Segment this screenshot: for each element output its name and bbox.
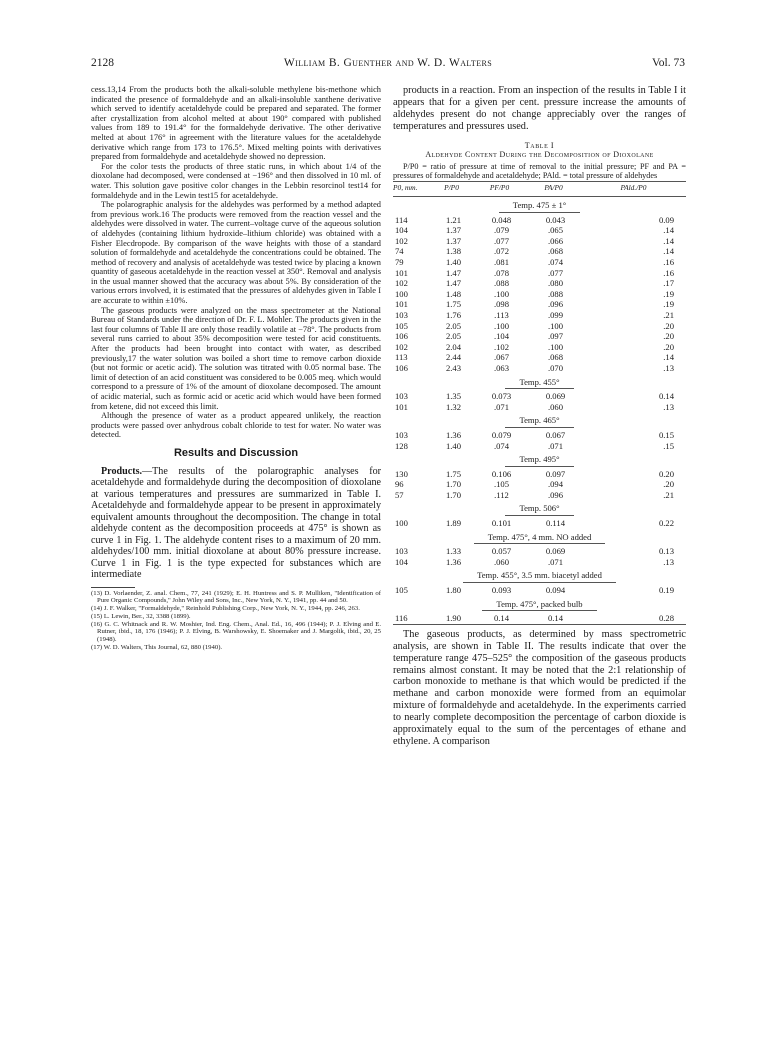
- footnote-14: (14) J. F. Walker, "Formaldehyde," Reinhold Publishing Corp., New York, N. Y., 1944, pp. 246, 263.: [91, 605, 360, 613]
- volume-label: Vol. 73: [651, 57, 685, 69]
- table-row: [393, 469, 686, 480]
- paragraph-derivatives: cess.13,14 From the products both the alkali-soluble methylene bis-methone which indicated the presence of formaldehyde and an alkali-insoluble xanthene derivative which served to identify acetaldehyde could be prepared and separated. The former after crystallization from alcohol melted at about 190° compared with published values from 189 to 191.4° for the formaldehyde derivative. The other derivative melted at about 176° in agreement with the literature values for the acetaldehyde derivative which range from 173 to 176.5°. Mixed melting points with derivatives prepared from formaldehyde and acetaldehyde showed no depression.: [91, 85, 381, 162]
- table-cell: 103: [395, 546, 408, 557]
- table-row: [393, 585, 686, 596]
- table-cell: 1.75: [445, 299, 462, 310]
- table-cell: .112: [494, 489, 509, 500]
- table-row: [393, 490, 686, 501]
- table-cell: .081: [493, 257, 510, 267]
- paragraph-water-test: Although the presence of water as a product appeared unlikely, the reaction products were passed over anhydrous cobalt chloride to test for water. No water was detected.: [91, 411, 381, 440]
- section-heading: Results and Discussion: [173, 446, 299, 459]
- table-cell: 1.37: [445, 225, 462, 236]
- table-cell: .060: [493, 556, 510, 567]
- table-cell: 2.05: [445, 320, 462, 331]
- table-cell: 1.80: [445, 585, 462, 596]
- products-text: —The results of the polarographic analyses for acetaldehyde and formaldehyde during the decomposition of dioxolane at various temperatures and pressures are summarized in Table I. Acetaldehyde and formaldehyde appear to be present in approximately equivalent amounts throughout the decomposition. The change in total aldehyde content as the decomposition proceeds at 475° is shown as curve 1 in Fig. 1. The aldehyde content rises to a maximum of 20 mm. aldehydes/100 mm. initial dioxolane at about 80% pressure increase. Curve 1 in Fig. 1 is the type expected for substances which are intermediate: [91, 465, 381, 581]
- table-cell: .074: [547, 257, 564, 267]
- paragraph-mass-spectrometer: The gaseous products were analyzed on the mass spectrometer at the National Bureau of Standards under the direction of Dr. F. L. Mohler. The products given in the last four columns of Table II are only those readily volatile at −78°. The products from several runs carried to about 35% decomposition were tested for acid constituents. After the products had been brought into contact with water, as described previously,17 the water solution was boiled a short time to remove carbon dioxide (but not formic or acetic acid). The solution was titrated with 0.05 normal base. The limit of detection of an acid constituent was considered to be 0.005 meq. which would correspond to a pressure of 1% of the amount of dioxolane decomposed. The amount of acidic material, such as formic acid or acetic acid which would have been formed from ketene, did not exceed this limit.: [91, 305, 381, 411]
- group-label: Temp. 475 ± 1°: [499, 200, 580, 213]
- group-label: Temp. 475°, packed bulb: [482, 599, 596, 612]
- paragraph-color-tests: For the color tests the products of three static runs, in which about 1/4 of the dioxolane had decomposed, were condensed at −196° and then dissolved in 10 ml. of water. This solution gave positive color changes in the Lebbin resorcinol test14 for formaldehyde and in the Lewin test15 for acetaldehyde.: [91, 161, 381, 200]
- table-group-header: [393, 412, 686, 430]
- table-cell: .071: [493, 401, 510, 412]
- table-row: [393, 342, 686, 353]
- table-cell: 0.067: [545, 429, 566, 440]
- table-cell: 0.14: [547, 613, 564, 624]
- table-cell: .063: [493, 362, 510, 373]
- table-cell: 1.47: [445, 267, 462, 278]
- paragraph-products: [91, 466, 381, 581]
- right-column: [393, 85, 686, 748]
- table-cell: .065: [547, 225, 564, 236]
- table-header: [393, 182, 686, 196]
- table-cell: .19: [663, 299, 674, 310]
- table-cell: .14: [663, 225, 674, 236]
- table-cell: 1.36: [445, 556, 462, 567]
- table-cell: .060: [547, 401, 564, 412]
- table-row: [393, 278, 686, 289]
- table-row: [393, 268, 686, 279]
- table-cell: 2.44: [445, 352, 462, 363]
- table-cell: 0.079: [491, 429, 512, 440]
- table-row: [393, 430, 686, 441]
- table-cell: 104: [395, 225, 408, 236]
- table-cell: 0.094: [545, 585, 566, 596]
- table-cell: 0.114: [545, 518, 566, 529]
- table-cell: .14: [663, 352, 674, 363]
- table-cell: 0.13: [658, 546, 674, 557]
- group-label: Temp. 495°: [505, 454, 573, 467]
- table-cell: 106: [395, 331, 408, 342]
- table-cell: .078: [493, 267, 510, 278]
- products-lead: Products.: [101, 465, 143, 477]
- table-row: [393, 363, 686, 374]
- running-header: [91, 57, 685, 71]
- table-cell: .094: [547, 479, 564, 490]
- table-cell: 0.073: [491, 391, 512, 402]
- left-column: [91, 85, 381, 652]
- table-cell: 1.70: [445, 479, 462, 490]
- table-cell: 0.14: [658, 391, 674, 402]
- page-number: 2128: [91, 57, 114, 69]
- table-row: [393, 479, 686, 490]
- table-cell: 0.093: [491, 585, 512, 596]
- table-cell: .072: [493, 246, 510, 257]
- table-row: [393, 391, 686, 402]
- paragraph-inspection: products in a reaction. From an inspection of the results in Table I it appears that for a given per cent. pressure increase the amounts of aldehydes present do not change appreciably over the ranges of temperatures and pressures used.: [393, 85, 686, 132]
- table-cell: 1.48: [445, 288, 462, 299]
- table-cell: .071: [547, 440, 564, 451]
- table-cell: 1.47: [445, 278, 462, 289]
- running-title: William B. Guenther and W. D. Walters: [283, 57, 493, 69]
- table-cell: 104: [395, 556, 408, 567]
- table-cell: 1.38: [445, 246, 462, 257]
- table-cell: .14: [663, 235, 674, 246]
- table-cell: 102: [395, 278, 408, 289]
- footnote-15: (15) L. Lewin, Ber., 32, 3388 (1899).: [91, 612, 191, 620]
- table-cell: 103: [395, 391, 408, 402]
- table-cell: 130: [395, 468, 408, 479]
- table-cell: .096: [547, 489, 564, 500]
- group-label: Temp. 465°: [505, 415, 573, 428]
- table-cell: 0.101: [491, 518, 512, 529]
- table-cell: 1.90: [445, 613, 462, 624]
- table-cell: 0.069: [545, 391, 566, 402]
- table-row: [393, 402, 686, 413]
- table-row: [393, 613, 686, 624]
- table-cell: .105: [493, 479, 510, 490]
- header-pald-ratio: PAld./P0: [620, 183, 647, 193]
- table-cell: .099: [547, 309, 564, 320]
- table-cell: 74: [395, 246, 404, 257]
- table-cell: 1.76: [445, 309, 462, 320]
- table-cell: .17: [663, 278, 674, 289]
- table-cell: .088: [493, 278, 510, 289]
- table-title: Aldehyde Content During the Decomposition of Dioxolane: [425, 149, 654, 159]
- table-cell: 79: [395, 257, 404, 267]
- table-cell: 1.89: [445, 518, 462, 529]
- table-cell: .068: [547, 352, 564, 363]
- table-cell: 128: [395, 440, 408, 451]
- table-cell: 1.75: [445, 468, 462, 479]
- footnote-13: (13) D. Vorlaender, Z. anal. Chem., 77, 241 (1929); E. H. Huntress and S. P. Mulliken, "Identification of Pure Organic Compounds," John Wiley and Sons, Inc., New York, N. Y., 1941, pp. 44 and 50.: [91, 589, 381, 605]
- table-cell: .21: [663, 489, 674, 500]
- table-cell: 101: [395, 401, 408, 412]
- paragraph-gaseous-products: The gaseous products, as determined by mass spectrometric analysis, are shown in Table II. The results indicate that over the temperature range 475–525° the composition of the gaseous products remains almost constant. It may be noted that the 2:1 relationship of carbon monoxide to methane is that which would be predicted if the methane and carbon monoxide were formed from an equimolar mixture of formaldehyde and acetaldehyde. In the experiments carried to nearly complete decomposition the percentage of carbon dioxide is approximately equal to the sum of the percentages of ethane and ethylene. A comparison: [393, 628, 686, 747]
- table-cell: .071: [547, 556, 564, 567]
- table-cell: .077: [493, 235, 510, 246]
- table-cell: .102: [493, 341, 510, 352]
- table-cell: 0.15: [658, 429, 674, 440]
- table-cell: .16: [663, 267, 674, 278]
- table-header-rules: [393, 181, 686, 197]
- table-cell: 0.19: [658, 585, 674, 596]
- table-cell: .20: [663, 341, 674, 352]
- table-cell: 116: [395, 613, 408, 624]
- table-cell: .079: [493, 225, 510, 236]
- table-row: [393, 257, 686, 268]
- table-cell: 0.14: [493, 613, 510, 624]
- table-row: [393, 215, 686, 226]
- table-cell: .074: [493, 440, 510, 451]
- table-cell: 57: [395, 489, 404, 500]
- footnotes: [91, 587, 381, 652]
- table-description: P/P0 = ratio of pressure at time of removal to the initial pressure; PF and PA = pressures of formaldehyde and acetaldehyde; PAld. = total pressure of aldehydes: [393, 161, 686, 181]
- table-row: [393, 441, 686, 452]
- table-cell: .088: [547, 288, 564, 299]
- table-cell: 2.04: [445, 341, 462, 352]
- table-cell: 0.20: [658, 468, 674, 479]
- table-cell: 2.05: [445, 331, 462, 342]
- table-cell: .100: [493, 288, 510, 299]
- table-cell: 102: [395, 235, 408, 246]
- table-cell: 0.28: [658, 613, 674, 624]
- table-cell: 0.09: [658, 214, 674, 225]
- group-label: Temp. 506°: [505, 503, 573, 516]
- table-row: [393, 246, 686, 257]
- table-cell: .100: [547, 320, 564, 331]
- footnote-16: (16) G. C. Whitnack and R. W. Moshier, Ind. Eng. Chem., Anal. Ed., 16, 496 (1944); P. J. Elving and E. Rutner, ibid., 18, 176 (1946); P. J. Elving, B. Warshowsky, E. Shoemaker and J. Margolik, ibid., 20, 25 (1948).: [91, 620, 381, 644]
- table-row: [393, 352, 686, 363]
- table-group-header: [393, 596, 686, 614]
- table-cell: 0.106: [491, 468, 512, 479]
- table-cell: .068: [547, 246, 564, 257]
- table-cell: 113: [395, 352, 408, 363]
- table-cell: 106: [395, 362, 408, 373]
- table-cell: 0.043: [545, 214, 566, 225]
- group-label: Temp. 455°: [505, 377, 573, 390]
- group-label: Temp. 475°, 4 mm. NO added: [474, 532, 606, 545]
- table-caption: Table I: [524, 140, 555, 150]
- table-cell: .098: [493, 299, 510, 310]
- table-row: [393, 518, 686, 529]
- table-row: [393, 289, 686, 300]
- footnote-17: (17) W. D. Walters, This Journal, 62, 880 (1940).: [91, 644, 223, 652]
- table-cell: 101: [395, 299, 408, 310]
- table-cell: 0.097: [545, 468, 566, 479]
- table-cell: 103: [395, 429, 408, 440]
- table-cell: 1.36: [445, 429, 462, 440]
- table-cell: .067: [493, 352, 510, 363]
- table-group-header: [393, 374, 686, 392]
- table-cell: 105: [395, 320, 408, 331]
- table-cell: .100: [493, 320, 510, 331]
- table-cell: 105: [395, 585, 408, 596]
- table-cell: .14: [663, 246, 674, 257]
- table-group-header: [393, 500, 686, 518]
- table-cell: .104: [493, 331, 510, 342]
- table-cell: .15: [663, 440, 674, 451]
- table-cell: .19: [663, 288, 674, 299]
- paragraph-polarographic: The polarographic analysis for the aldehydes was performed by a method adapted from previous work.16 The products were removed from the reaction vessel and the aldehydes were dissolved in water. The current–voltage curve of the aqueous solution of aldehydes (containing lithium hydroxide–lithium chloride) was obtained with a Fisher Elecdropode. By comparison of the wave heights with those of a standard solution of formaldehyde and acetaldehyde the concentrations could be obtained. The method of recovery and analysis of acetaldehyde was tested twice by placing a known quantity of gaseous acetaldehyde in the reaction vessel at 350°. Removal and analysis in the usual manner showed that the accuracy was about 5%. By consideration of the various errors involved, it is estimated that the pressures of aldehydes given in Table I are accurate to within ±10%.: [91, 200, 381, 306]
- table-cell: 100: [395, 288, 408, 299]
- table-row: [393, 225, 686, 236]
- table-cell: .077: [547, 267, 564, 278]
- table-cell: .13: [663, 401, 674, 412]
- table-cell: 96: [395, 479, 404, 490]
- table-cell: 1.40: [445, 257, 462, 267]
- table-cell: 0.069: [545, 546, 566, 557]
- header-p0: P0, mm.: [393, 183, 418, 193]
- table-cell: .13: [663, 556, 674, 567]
- table-cell: .070: [547, 362, 564, 373]
- table-cell: 1.40: [445, 440, 462, 451]
- table-body: [393, 197, 686, 624]
- table-cell: .100: [547, 341, 564, 352]
- table-row: [393, 310, 686, 321]
- table-cell: 0.048: [491, 214, 512, 225]
- table-group-header: [393, 451, 686, 469]
- table-cell: 1.35: [445, 391, 462, 402]
- table-row: [393, 299, 686, 310]
- table-cell: .20: [663, 320, 674, 331]
- table-group-header: [393, 529, 686, 547]
- table-cell: 103: [395, 309, 408, 320]
- header-p-ratio: P/P0: [444, 183, 459, 193]
- group-label: Temp. 455°, 3.5 mm. biacetyl added: [463, 570, 616, 583]
- table-row: [393, 546, 686, 557]
- table-cell: .066: [547, 235, 564, 246]
- table-row: [393, 557, 686, 568]
- table-cell: 1.21: [445, 214, 462, 225]
- table-cell: .20: [663, 331, 674, 342]
- table-row: [393, 321, 686, 332]
- header-pa-ratio: PA/P0: [544, 183, 563, 193]
- table-cell: 100: [395, 518, 408, 529]
- table-cell: .113: [494, 309, 509, 320]
- table-cell: 114: [395, 214, 408, 225]
- table-cell: .20: [663, 479, 674, 490]
- table-cell: .16: [663, 257, 674, 267]
- footnote-rule: [91, 587, 135, 588]
- table-cell: 1.32: [445, 401, 462, 412]
- table-cell: .097: [547, 331, 564, 342]
- table-cell: .096: [547, 299, 564, 310]
- table-cell: .080: [547, 278, 564, 289]
- table-cell: 1.33: [445, 546, 462, 557]
- table-row: [393, 331, 686, 342]
- table-cell: 0.22: [658, 518, 674, 529]
- table-cell: 1.70: [445, 489, 462, 500]
- header-pf-ratio: PF/P0: [489, 183, 510, 193]
- table-cell: 2.43: [445, 362, 462, 373]
- table-cell: .13: [663, 362, 674, 373]
- table-cell: .21: [663, 309, 674, 320]
- table-cell: 0.057: [491, 546, 512, 557]
- table-group-header: [393, 567, 686, 585]
- table-cell: 1.37: [445, 235, 462, 246]
- table-cell: 102: [395, 341, 408, 352]
- table-cell: 101: [395, 267, 408, 278]
- table-group-header: [393, 197, 686, 215]
- table-row: [393, 236, 686, 247]
